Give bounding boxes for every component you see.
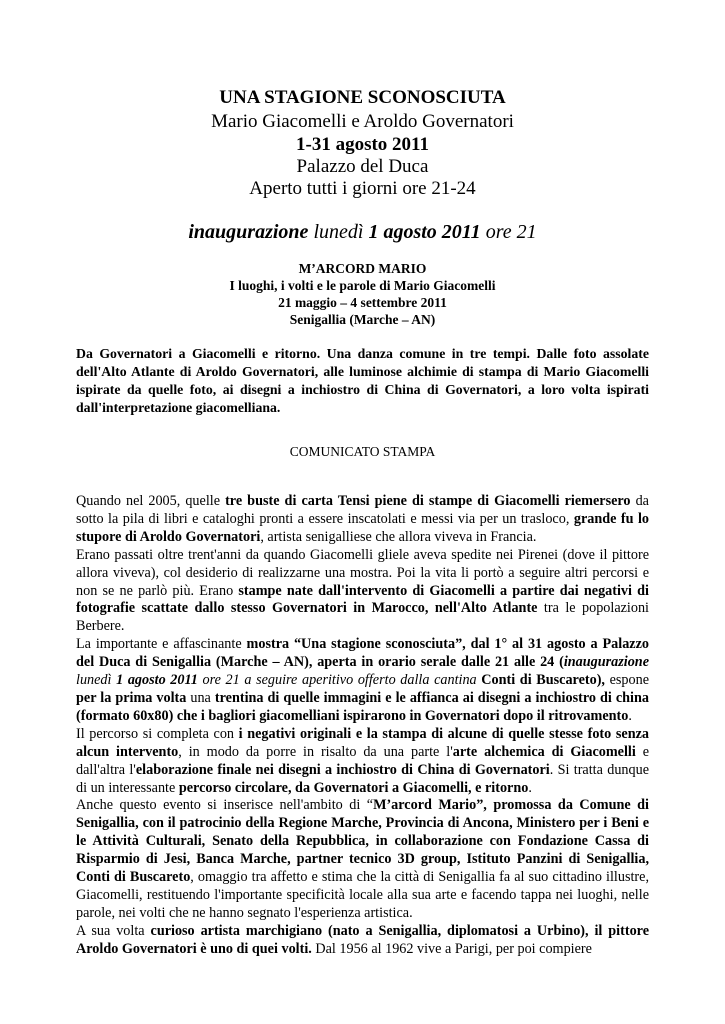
exhibition-title: UNA STAGIONE SCONOSCIUTA (219, 87, 506, 108)
text-run: percorso circolare, da Governatori a Giacomelli, e ritorno (178, 779, 529, 796)
event-place: Senigallia (Marche – AN) (289, 312, 436, 327)
text-run: ore 21 a seguire aperitivo offerto dalla cantina (197, 672, 482, 689)
text-run: . Si tratta dunque di un interessante (76, 761, 650, 796)
text-run: Erano passati oltre trent'anni da quando Giacomelli gliele aveva spedite nei Pirenei (dove il pittore allora viveva), col desiderio di realizzarne una mostra. Poi la vita li portò a seguire altri percorsi e non se ne parlò più. Erano (76, 546, 649, 599)
text-run: , omaggio tra affetto e stima che la città di Senigallia fa al suo cittadino illustre, Giacomelli, restituendo l'importante specificità locale alla sua arte e facendo tappa nei luoghi, nelle parole, nei volti che ne hanno segnato l'esperienza artistica. (76, 869, 649, 921)
text-run: da sotto la pila di libri e cataloghi pronti a essere inscatolati e messi via per un trasloco, (76, 493, 649, 527)
body-paragraph (76, 726, 649, 798)
event-subtitle: I luoghi, i volti e le parole di Mario Giacomelli (229, 278, 496, 293)
text-run: espone (604, 672, 649, 689)
text-run: arte alchemica di Giacomelli (452, 743, 636, 760)
text-run: 1 agosto 2011 (116, 672, 198, 689)
text-run: i negativi originali e la stampa di alcune di quelle stesse foto senza alcun intervento (76, 725, 649, 760)
text-run: mostra “Una stagione sconosciuta”, dal 1° al 31 agosto a Palazzo del Duca di Senigallia (Marche – AN), aperta in orario serale dalle 21 alle 24 ( (76, 636, 649, 671)
text-run: . (528, 779, 532, 796)
exhibition-artists: Mario Giacomelli e Aroldo Governatori (211, 111, 514, 132)
text-run: inaugurazione (563, 654, 649, 671)
body-paragraph (76, 493, 649, 547)
event-name: M’ARCORD MARIO (298, 261, 427, 276)
body-paragraph (76, 923, 649, 959)
text-run: e dall'altra l' (76, 743, 649, 778)
intro-paragraph: Da Governatori a Giacomelli e ritorno. Una danza comune in tre tempi. Dalle foto assolate dell'Alto Atlante di Aroldo Governatori, alle luminose alchimie di stampa di Mario Giacomelli ispirate da quelle foto, ai disegni a inchiostro di China di Governatori, a loro volta ispirati dall'interpretazione giacomelliana. (76, 346, 649, 415)
inauguration-time: ore 21 (485, 221, 537, 243)
text-run: curioso artista marchigiano (nato a Senigallia, diplomatosi a Urbino), il pittore Aroldo Governatori è uno di quei volti. (76, 922, 650, 957)
text-run: tre buste di carta Tensi piene di stampe di Giacomelli riemersero (225, 493, 631, 509)
text-run: tra le popolazioni Berbere. (76, 600, 649, 635)
text-run: stampe nate dall'intervento di Giacomelli a partire dai negativi di fotografie scattate dallo stesso Governatori in Marocco, nell'Alto Atlante (76, 582, 649, 617)
inauguration-line (0, 219, 725, 245)
text-run: elaborazione finale nei disegni a inchiostro di China di Governatori (135, 761, 550, 778)
press-release-body (76, 493, 649, 959)
exhibition-dates: 1-31 agosto 2011 (296, 134, 429, 155)
exhibition-venue: Palazzo del Duca (296, 156, 429, 177)
text-run: trentina di quelle immagini e le affianca ai disegni a inchiostro di china (formato 60x80) che i bagliori giacomelliani ispirarono in Governatori dopo il ritrovamento (76, 689, 649, 724)
text-run: M’arcord Mario”, promossa da Comune di Senigallia, con il patrocinio della Regione Marche, Provincia di Ancona, Ministero per i Beni e le Attività Culturali, Senato della Repubblica, in collaborazione con Fondazione Cassa di Risparmio di Jesi, Banca Marche, partner tecnico 3D group, Istituto Panzini di Senigallia, Conti di Buscareto (76, 797, 649, 886)
body-paragraph (76, 636, 649, 726)
text-run: Conti di Buscareto), (481, 672, 605, 689)
event-period: 21 maggio – 4 settembre 2011 (278, 295, 447, 310)
text-run: A sua volta (76, 922, 151, 939)
inauguration-day: lunedì (313, 221, 364, 243)
text-run: Quando nel 2005, quelle (76, 493, 226, 509)
text-run: lunedì (76, 672, 117, 689)
text-run: per la prima volta (76, 689, 187, 706)
press-release-heading: COMUNICATO STAMPA (289, 444, 436, 459)
body-paragraph (76, 547, 649, 637)
text-run: Dal 1956 al 1962 vive a Parigi, per poi compiere (311, 940, 592, 957)
body-paragraph (76, 797, 649, 922)
exhibition-hours: Aperto tutti i giorni ore 21-24 (249, 178, 476, 199)
text-run: una (186, 689, 215, 706)
text-run: Anche questo evento si inserisce nell'ambito di “ (76, 797, 374, 814)
inauguration-date: 1 agosto 2011 (368, 221, 481, 243)
inauguration-label: inaugurazione (188, 221, 309, 243)
text-run: La importante e affascinante (76, 636, 247, 653)
text-run: Il percorso si completa con (76, 725, 239, 742)
text-run: , artista senigalliese che allora viveva in Francia. (260, 528, 537, 545)
text-run: , in modo da porre in risalto da una parte l' (178, 743, 453, 760)
text-run: . (628, 707, 632, 724)
text-run: grande fu lo stupore di Aroldo Governatori (76, 510, 649, 545)
